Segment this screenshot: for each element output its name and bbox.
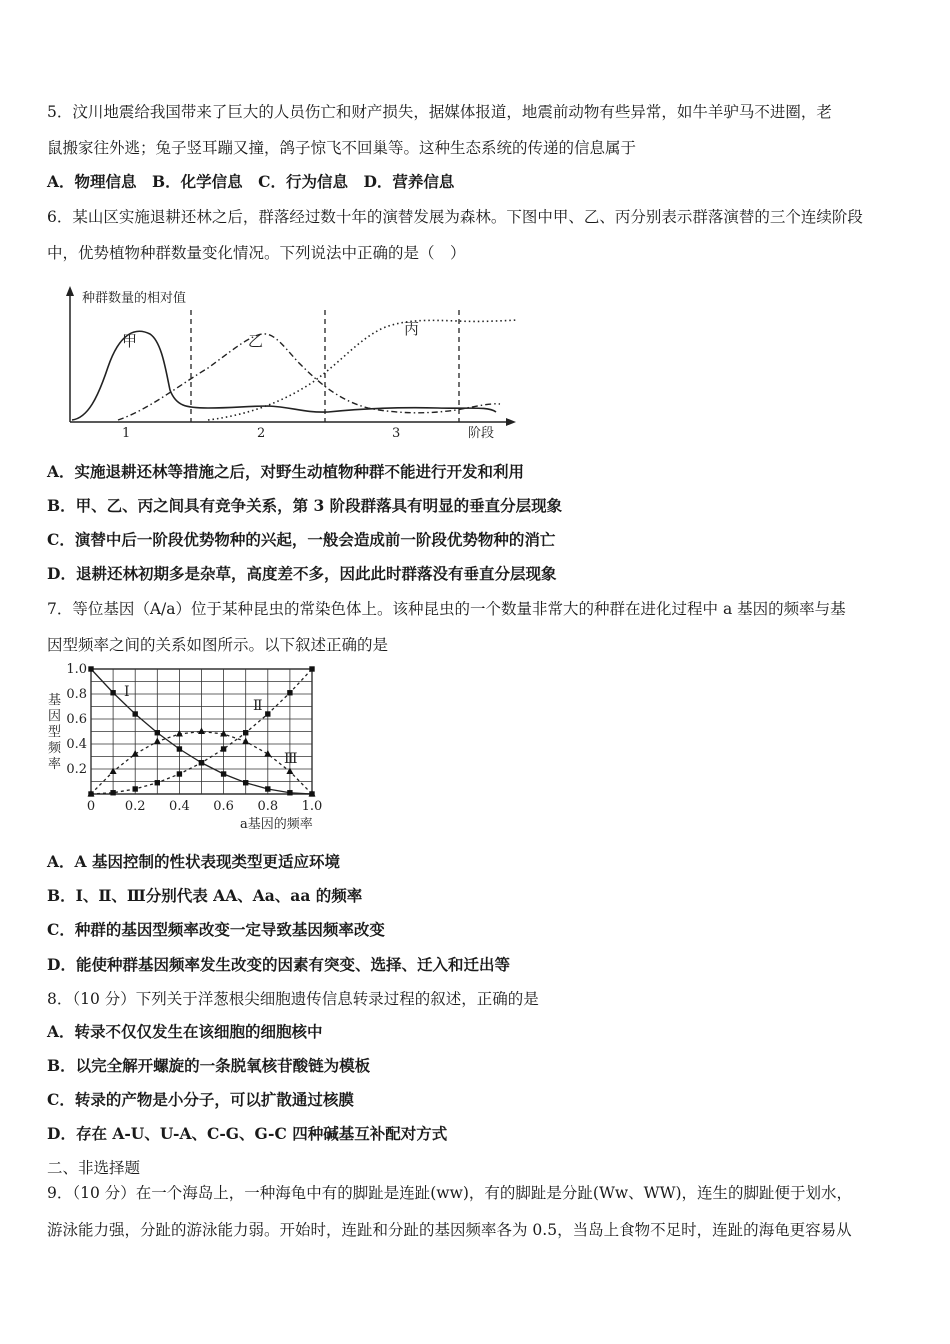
q5-stem-line2: 鼠搬家往外逃；兔子竖耳蹦又撞，鸽子惊飞不回巢等。这种生态系统的传递的信息属于 [47, 139, 637, 157]
x-tick-1: 1 [122, 426, 131, 441]
q7-stem-line1: 7．等位基因（A/a）位于某种昆虫的常染色体上。该种昆虫的一个数量非常大的种群在进化过程中 a 基因的频率与基 [47, 600, 846, 618]
q7-stem-line2: 因型频率之间的关系如图所示。以下叙述正确的是 [47, 636, 389, 654]
series-label-ii: Ⅱ [253, 698, 263, 714]
series-i-point [287, 790, 292, 795]
q5-options: A．物理信息 B．化学信息 C．行为信息 D．营养信息 [47, 172, 455, 191]
series-ii-point [265, 711, 270, 716]
series-i-point [88, 666, 93, 671]
q9-stem-line2: 游泳能力强，分趾的游泳能力弱。开始时，连趾和分趾的基因频率各为 0.5，当岛上食物不足时，连趾的海龟更容易从 [47, 1221, 852, 1239]
series-ii-point [221, 746, 226, 751]
q8-option-b: B．以完全解开螺旋的一条脱氧核苷酸链为模板 [47, 1056, 371, 1075]
q8-stem: 8．（10 分）下列关于洋葱根尖细胞遗传信息转录过程的叙述，正确的是 [47, 990, 539, 1008]
q7-option-c: C．种群的基因型频率改变一定导致基因频率改变 [47, 920, 385, 939]
svg-text:基: 基 [48, 693, 62, 708]
series-yi-line [118, 334, 500, 420]
y-axis-label [48, 693, 62, 772]
series-iii-point [154, 738, 161, 745]
series-ii-point [133, 786, 138, 791]
genotype-frequency-chart [44, 662, 334, 834]
q7-option-d: D．能使种群基因频率发生改变的因素有突变、选择、迁入和迁出等 [47, 955, 510, 974]
x-tick-label: 0 [86, 799, 96, 814]
x-tick-label: 0.8 [257, 799, 279, 814]
svg-text:频: 频 [48, 741, 62, 756]
q8-option-c: C．转录的产物是小分子，可以扩散通过核膜 [47, 1090, 354, 1109]
x-tick-label: 0.2 [124, 799, 146, 814]
svg-text:型: 型 [48, 725, 62, 740]
q8-option-a: A．转录不仅仅发生在该细胞的细胞核中 [47, 1022, 323, 1041]
series-iii-point [110, 768, 117, 775]
q6-option-d: D．退耕还林初期多是杂草，高度差不多，因此此时群落没有垂直分层现象 [47, 564, 557, 583]
series-iii-point [286, 768, 293, 775]
svg-text:因: 因 [48, 709, 62, 724]
q6-option-b: B．甲、乙、丙之间具有竞争关系，第 3 阶段群落具有明显的垂直分层现象 [47, 496, 563, 515]
series-i-point [177, 746, 182, 751]
series-ii-point [110, 790, 115, 795]
y-tick-label: 0.6 [66, 712, 87, 727]
y-tick-label: 0.8 [66, 687, 87, 702]
series-ii-point [199, 760, 204, 765]
series-i-point [110, 690, 115, 695]
y-axis-label: 种群数量的相对值 [82, 291, 187, 306]
series-ii-point [155, 780, 160, 785]
svg-text:率: 率 [48, 757, 62, 772]
series-ii-point [309, 666, 314, 671]
q7-option-b: B．Ⅰ、Ⅱ、Ⅲ分别代表 AA、Aa、aa 的频率 [47, 886, 363, 905]
series-jia-label: 甲 [122, 332, 138, 350]
x-tick-label: 0.6 [213, 799, 234, 814]
y-axis-arrow [66, 286, 74, 296]
q5-stem-line1: 5．汶川地震给我国带来了巨大的人员伤亡和财产损失，据媒体报道，地震前动物有些异常，如牛羊驴马不进圈，老 [47, 103, 832, 121]
section-heading: 二、非选择题 [47, 1159, 141, 1177]
y-tick-label: 1.0 [66, 662, 87, 677]
series-i-point [133, 711, 138, 716]
q7-option-a: A．A 基因控制的性状表现类型更适应环境 [47, 852, 340, 871]
series-label-i: Ⅰ [124, 684, 130, 700]
y-tick-label: 0.2 [66, 762, 87, 777]
series-i-point [221, 771, 226, 776]
series-bing-label: 丙 [404, 320, 420, 338]
series-ii-point [243, 730, 248, 735]
x-tick-3: 3 [392, 426, 401, 441]
q8-option-d: D．存在 A-U、U-A、C-G、G-C 四种碱基互补配对方式 [47, 1124, 448, 1143]
q9-stem-line1: 9．（10 分）在一个海岛上，一种海龟中有的脚趾是连趾(ww)，有的脚趾是分趾(Ww、WW)，连生的脚趾便于划水， [47, 1184, 853, 1202]
series-i-point [155, 730, 160, 735]
x-tick-2: 2 [257, 426, 266, 441]
y-tick-label: 0.4 [66, 737, 87, 752]
series-iii-point [198, 728, 205, 735]
q6-option-a: A．实施退耕还林等措施之后，对野生动植物种群不能进行开发和利用 [47, 462, 525, 481]
x-tick-label: 1.0 [301, 799, 323, 814]
q6-stem-line1: 6．某山区实施退耕还林之后，群落经过数十年的演替发展为森林。下图中甲、乙、丙分别表示群落演替的三个连续阶段 [47, 208, 863, 226]
x-axis-label: 阶段 [468, 426, 495, 441]
series-ii-point [287, 690, 292, 695]
series-yi-label: 乙 [248, 332, 264, 350]
series-iii-point [242, 738, 249, 745]
x-tick-label: 0.4 [169, 799, 190, 814]
q6-stem-line2: 中，优势植物种群数量变化情况。下列说法中正确的是（ ） [47, 244, 466, 262]
succession-chart [58, 282, 523, 442]
x-axis-arrow [506, 418, 516, 426]
series-i-point [265, 786, 270, 791]
series-i-point [243, 780, 248, 785]
series-label-iii: Ⅲ [284, 751, 298, 767]
series-ii-point [177, 771, 182, 776]
x-axis-label: a基因的频率 [240, 817, 313, 832]
q6-option-c: C．演替中后一阶段优势物种的兴起，一般会造成前一阶段优势物种的消亡 [47, 530, 556, 549]
